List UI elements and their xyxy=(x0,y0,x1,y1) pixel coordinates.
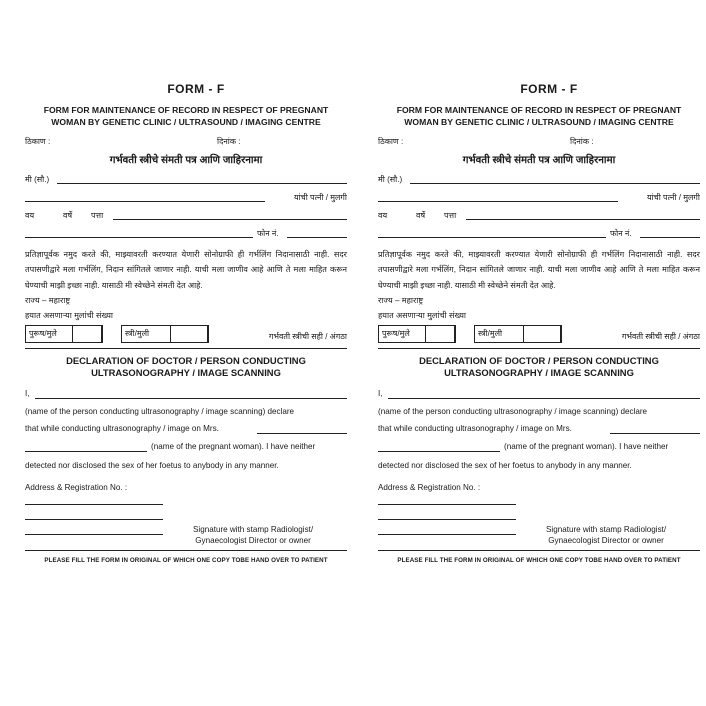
girls-box xyxy=(121,325,209,343)
husband-row xyxy=(25,189,347,207)
decl-text2: that while conducting ultrasonography / image on Mrs. xyxy=(25,424,219,434)
signature-stamp-label xyxy=(193,524,313,546)
form-subtitle xyxy=(25,104,347,128)
husband-name-field[interactable] xyxy=(378,201,618,202)
phone-field[interactable] xyxy=(640,237,700,238)
boys-count-field[interactable] xyxy=(425,325,455,343)
form-title: FORM - F xyxy=(520,82,578,96)
address-field[interactable] xyxy=(113,219,347,220)
husband-name-field[interactable] xyxy=(25,201,265,202)
phone-field[interactable] xyxy=(287,237,347,238)
decl-text4: detected nor disclosed the sex of her foetus to anybody in any manner. xyxy=(378,461,632,471)
address-reg-line-2[interactable] xyxy=(378,519,516,520)
declaration-title xyxy=(378,355,700,379)
doctor-name-field[interactable] xyxy=(35,398,347,399)
decl-text1: (name of the person conducting ultrasonography / image scanning) declare xyxy=(378,407,648,417)
name-row xyxy=(25,171,347,189)
wife-daughter-label: यांची पत्नी / मुलगी xyxy=(293,193,347,202)
address-reg-line-3[interactable] xyxy=(378,534,516,535)
phone-row xyxy=(378,225,700,243)
address-registration-label: Address & Registration No. : xyxy=(378,483,481,493)
signature-stamp-line2: Gynaecologist Director or owner xyxy=(195,536,311,546)
decl-text1: (name of the person conducting ultrasonography / image scanning) declare xyxy=(25,407,295,417)
consent-heading: गर्भवती स्त्रीचे संमती पत्र आणि जाहिरनामा xyxy=(462,155,616,166)
form-title: FORM - F xyxy=(167,82,225,96)
decl-text2: that while conducting ultrasonography / image on Mrs. xyxy=(378,424,572,434)
husband-row xyxy=(378,189,700,207)
address-field-2[interactable] xyxy=(378,237,606,238)
patient-name-field[interactable] xyxy=(610,433,700,434)
state-line: राज्य – महाराष्ट्र xyxy=(378,295,424,305)
doctor-name-row xyxy=(25,385,347,403)
age-address-row xyxy=(25,207,347,225)
form-sheet-left xyxy=(25,80,347,564)
address-field[interactable] xyxy=(466,219,700,220)
boys-count-field[interactable] xyxy=(72,325,102,343)
children-count-line: हयात असणाऱ्या मुलांची संख्या xyxy=(25,311,113,321)
form-subtitle-line1: FORM FOR MAINTENANCE OF RECORD IN RESPECT OF PREGNANT xyxy=(396,105,682,115)
address-reg-line-1[interactable] xyxy=(25,504,163,505)
declaration-title-line1: DECLARATION OF DOCTOR / PERSON CONDUCTING xyxy=(66,355,306,367)
declaration-title-line2: ULTRASONOGRAPHY / IMAGE SCANNING xyxy=(91,367,281,379)
decl-text1-row xyxy=(25,403,347,420)
name-field[interactable] xyxy=(57,183,347,184)
footer-divider xyxy=(25,550,347,551)
footer-divider xyxy=(378,550,700,551)
i-label: I, xyxy=(378,389,383,399)
decl-text3-row xyxy=(25,438,347,456)
address-reg-line-1[interactable] xyxy=(378,504,516,505)
address-reg-row xyxy=(25,475,347,497)
form-sheet-right xyxy=(378,80,700,564)
patient-name-field-2[interactable] xyxy=(378,451,500,452)
address-label: पत्ता xyxy=(91,211,104,220)
place-date-row xyxy=(378,134,700,150)
decl-text2-row xyxy=(25,420,347,438)
years-label: वर्षे xyxy=(63,211,73,220)
phone-label: फोन नं. xyxy=(610,229,632,238)
footer-note: PLEASE FILL THE FORM IN ORIGINAL OF WHICH ONE COPY TOBE HAND OVER TO PATIENT xyxy=(397,557,681,565)
state-line: राज्य – महाराष्ट्र xyxy=(25,295,71,305)
address-signature-block xyxy=(25,497,347,547)
place-date-row xyxy=(25,134,347,150)
girls-label: स्त्री/मुली xyxy=(478,329,503,339)
me-label: मी (सौ.) xyxy=(25,175,50,184)
form-subtitle xyxy=(378,104,700,128)
signature-stamp-line1: Signature with stamp Radiologist/ xyxy=(546,525,667,535)
boys-label: पुरूष/मुले xyxy=(382,329,410,339)
children-count-line: हयात असणाऱ्या मुलांची संख्या xyxy=(378,311,466,321)
address-reg-line-2[interactable] xyxy=(25,519,163,520)
decl-text4: detected nor disclosed the sex of her foetus to anybody in any manner. xyxy=(25,461,279,471)
date-label: दिनांक : xyxy=(217,137,241,146)
declaration-title-line1: DECLARATION OF DOCTOR / PERSON CONDUCTING xyxy=(419,355,659,367)
girls-count-field[interactable] xyxy=(170,325,208,343)
boys-label: पुरूष/मुले xyxy=(29,329,57,339)
age-label: वय xyxy=(378,211,388,220)
decl-text3: (name of the pregnant woman). I have neither xyxy=(151,442,316,452)
girls-box xyxy=(474,325,562,343)
consent-heading: गर्भवती स्त्रीचे संमती पत्र आणि जाहिरनामा xyxy=(109,155,263,166)
girls-label: स्त्री/मुली xyxy=(125,329,150,339)
years-label: वर्षे xyxy=(416,211,426,220)
decl-text1-row xyxy=(378,403,700,420)
i-label: I, xyxy=(25,389,30,399)
signature-stamp-label xyxy=(546,524,666,546)
consent-paragraph: प्रतिज्ञापूर्वक नमुद करते की, माझ्यावरती करण्यात येणारी सोनोग्राफी ही गर्भलिंग निदानासाठी नाही. सदर तपासणीद्वारे मला गर्भलिंग, निदान सांगितले जाणार नाही. याची मला जाणीव आहे आणि ते मला माहित करून घेण्याची माझी इच्छा नाही. यासाठी मी स्वेच्छेने संमती देत आहे. xyxy=(378,250,700,290)
children-boxes xyxy=(25,325,347,343)
patient-name-field-2[interactable] xyxy=(25,451,147,452)
consent-paragraph: प्रतिज्ञापूर्वक नमुद करते की, माझ्यावरती करण्यात येणारी सोनोग्राफी ही गर्भलिंग निदानासाठी नाही. सदर तपासणीद्वारे मला गर्भलिंग, निदान सांगितले जाणार नाही. याची मला जाणीव आहे आणि ते मला माहित करून घेण्याची माझी इच्छा नाही. यासाठी मी स्वेच्छेने संमती देत आहे. xyxy=(25,250,347,290)
age-label: वय xyxy=(25,211,35,220)
children-boxes xyxy=(378,325,700,343)
me-label: मी (सौ.) xyxy=(378,175,403,184)
decl-text2-row xyxy=(378,420,700,438)
address-reg-row xyxy=(378,475,700,497)
phone-label: फोन नं. xyxy=(257,229,279,238)
address-reg-line-3[interactable] xyxy=(25,534,163,535)
form-subtitle-line2: WOMAN BY GENETIC CLINIC / ULTRASOUND / IMAGING CENTRE xyxy=(51,117,321,127)
patient-name-field[interactable] xyxy=(257,433,347,434)
girls-count-field[interactable] xyxy=(523,325,561,343)
section-divider xyxy=(25,348,347,349)
declaration-title-line2: ULTRASONOGRAPHY / IMAGE SCANNING xyxy=(444,367,634,379)
doctor-name-row xyxy=(378,385,700,403)
signature-thumb-label: गर्भवती स्त्रीची सही / अंगठा xyxy=(621,332,700,342)
decl-text4-row xyxy=(25,456,347,475)
age-address-row xyxy=(378,207,700,225)
doctor-name-field[interactable] xyxy=(388,398,700,399)
address-registration-label: Address & Registration No. : xyxy=(25,483,128,493)
name-field[interactable] xyxy=(410,183,700,184)
wife-daughter-label: यांची पत्नी / मुलगी xyxy=(646,193,700,202)
name-row xyxy=(378,171,700,189)
address-signature-block xyxy=(378,497,700,547)
phone-row xyxy=(25,225,347,243)
boys-box xyxy=(378,325,456,343)
boys-box xyxy=(25,325,103,343)
form-subtitle-line2: WOMAN BY GENETIC CLINIC / ULTRASOUND / IMAGING CENTRE xyxy=(404,117,674,127)
signature-stamp-line2: Gynaecologist Director or owner xyxy=(548,536,664,546)
place-label: ठिकाण : xyxy=(378,137,404,146)
decl-text4-row xyxy=(378,456,700,475)
date-label: दिनांक : xyxy=(570,137,594,146)
form-subtitle-line1: FORM FOR MAINTENANCE OF RECORD IN RESPECT OF PREGNANT xyxy=(43,105,329,115)
section-divider xyxy=(378,348,700,349)
declaration-title xyxy=(25,355,347,379)
decl-text3: (name of the pregnant woman). I have neither xyxy=(504,442,669,452)
address-label: पत्ता xyxy=(444,211,457,220)
address-field-2[interactable] xyxy=(25,237,253,238)
signature-stamp-line1: Signature with stamp Radiologist/ xyxy=(193,525,314,535)
footer-note: PLEASE FILL THE FORM IN ORIGINAL OF WHICH ONE COPY TOBE HAND OVER TO PATIENT xyxy=(44,557,328,565)
decl-text3-row xyxy=(378,438,700,456)
signature-thumb-label: गर्भवती स्त्रीची सही / अंगठा xyxy=(268,332,347,342)
place-label: ठिकाण : xyxy=(25,137,51,146)
